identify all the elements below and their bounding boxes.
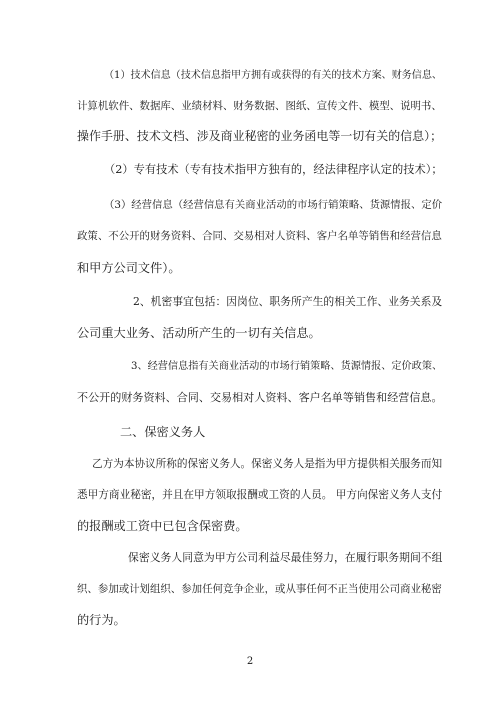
text-line: 计算机软件、数据库、业绩材料、财务数据、图纸、宣传文件、模型、说明书、 [77,100,442,112]
text-line: 的行为。 [77,613,126,627]
text-line: 公司重大业务、活动所产生的一切有关信息。 [77,326,321,340]
page-number: 2 [246,656,254,667]
text-line: 乙方为本协议所称的保密义务人。保密义务人是指为甲方提供相关服务而知 [92,457,443,470]
text-line: （2）专有技术（专有技术指甲方独有的，经法律程序认定的技术）； [104,163,443,176]
text-line: 悉甲方商业秘密，并且在甲方领取报酬或工资的人员。 甲方向保密义务人支付 [77,488,443,501]
text-line: （3）经营信息（经营信息有关商业活动的市场行销策略、货源情报、定价 [104,199,443,211]
text-line: 3、经营信息指有关商业活动的市场行销策略、货源情报、定价政策、 [131,361,443,372]
text-line: 政策、不公开的财务资料、合同、交易相对人资料、客户名单等销售和经营信息 [77,230,442,242]
text-line: 2、机密事宜包括：因岗位、职务所产生的相关工作、业务关系及 [133,295,443,308]
text-line: 和甲方公司文件）。 [77,261,181,275]
text-line: 保密义务人同意为甲方公司利益尽最佳努力，在履行职务期间不组 [128,551,443,564]
text-line: 操作手册、技术文档、涉及商业秘密的业务函电等一切有关的信息）； [77,129,443,143]
section-heading: 二、保密义务人 [120,425,206,439]
text-line: （1）技术信息（技术信息指甲方拥有或获得的有关的技术方案、财务信息、 [104,70,442,81]
text-line: 的报酬或工资中已包含保密费。 [77,519,248,533]
text-line: 不公开的财务资料、合同、交易相对人资料、客户名单等销售和经营信息。 [77,391,443,404]
text-line: 织、参加或计划组织、参加任何竞争企业，或从事任何不正当使用公司商业秘密 [77,583,442,595]
